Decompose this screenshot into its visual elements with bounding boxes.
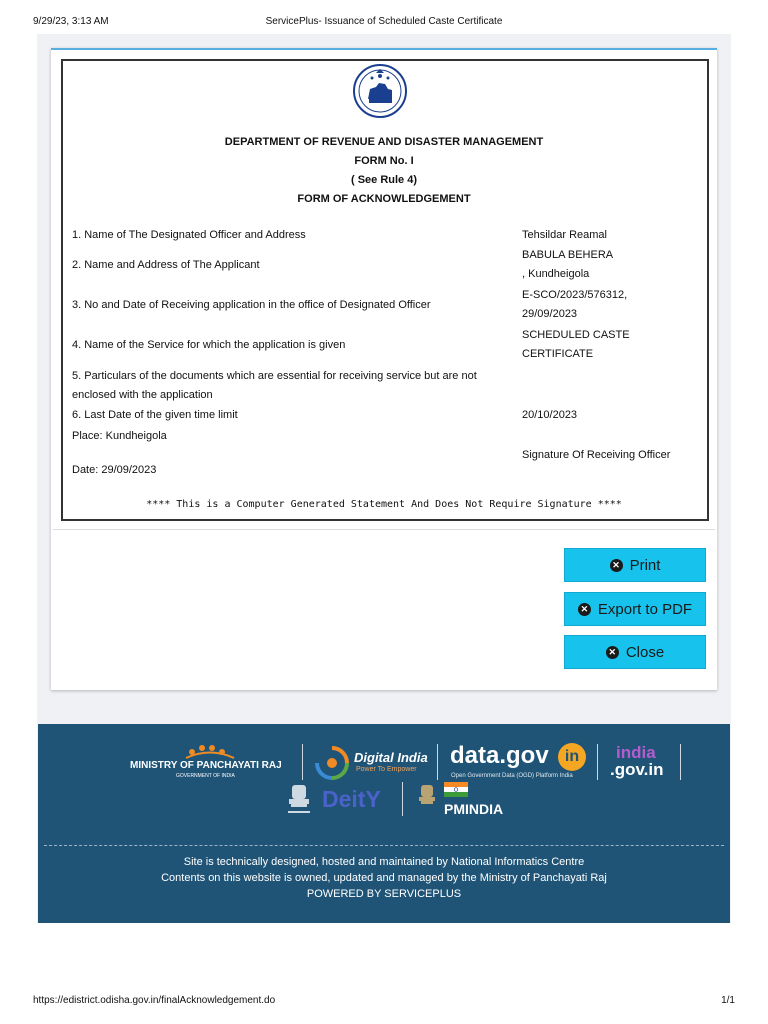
panchayati-raj-emblem-icon <box>178 743 242 759</box>
row-application-date: 29/09/2023 <box>522 308 578 320</box>
row-applicant-name: BABULA BEHERA <box>522 249 614 261</box>
print-url: https://edistrict.odisha.gov.in/finalAcknowledgement.do <box>33 995 276 1006</box>
logo-separator <box>437 744 438 780</box>
ashoka-emblem-icon <box>284 781 314 817</box>
computer-generated-disclaimer: **** This is a Computer Generated Statement And Does Not Require Signature **** <box>146 499 622 510</box>
close-circle-icon: ✕ <box>610 559 623 572</box>
row-designated-officer-label: 1. Name of The Designated Officer and Address <box>72 229 306 241</box>
panchayati-raj-logo[interactable] <box>130 743 295 783</box>
print-button-label: Print <box>629 556 661 574</box>
close-button[interactable] <box>564 635 706 669</box>
datagov-text: data.gov <box>450 742 549 769</box>
row-application-no: E-SCO/2023/576312, <box>522 289 628 301</box>
department-heading: DEPARTMENT OF REVENUE AND DISASTER MANAGEMENT <box>224 136 544 148</box>
digital-india-tagline: Power To Empower <box>356 766 417 773</box>
print-page-title: ServicePlus- Issuance of Scheduled Caste Certificate <box>265 16 503 27</box>
footer-content-line: Contents on this website is owned, updated and managed by the Ministry of Panchayati Raj <box>161 872 607 884</box>
logo-separator <box>680 744 681 780</box>
row-applicant-address: , Kundheigola <box>522 268 590 280</box>
place: Place: Kundheigola <box>72 430 167 442</box>
form-title: FORM OF ACKNOWLEDGEMENT <box>297 193 471 205</box>
row-documents-label-line1: 5. Particulars of the documents which are essential for receiving service but are not <box>72 370 477 382</box>
odisha-emblem-icon <box>352 63 408 119</box>
close-button-label: Close <box>625 643 665 661</box>
row-documents-label-line2: enclosed with the application <box>72 389 213 401</box>
panchayati-raj-title: MINISTRY OF PANCHAYATI RAJ <box>130 760 282 771</box>
row-service-value-line2: CERTIFICATE <box>522 348 594 360</box>
panchayati-raj-subtitle: GOVERNMENT OF INDIA <box>176 773 235 779</box>
row-application-no-label: 3. No and Date of Receiving application in the office of Designated Officer <box>72 299 431 311</box>
logo-separator <box>302 744 303 780</box>
print-button[interactable] <box>564 548 706 582</box>
digital-india-text: Digital India <box>354 750 428 765</box>
row-service-value-line1: SCHEDULED CASTE <box>522 329 630 341</box>
row-applicant-label: 2. Name and Address of The Applicant <box>72 259 260 271</box>
signature-label: Signature Of Receiving Officer <box>522 449 671 461</box>
row-designated-officer-value: Tehsildar Reamal <box>522 229 607 241</box>
datagov-in-badge: in <box>558 743 586 771</box>
india-gov-logo[interactable] <box>610 744 670 782</box>
india-gov-bottom: .gov.in <box>610 760 664 779</box>
date: Date: 29/09/2023 <box>72 464 157 476</box>
deity-logo[interactable]: DeitY <box>322 786 381 812</box>
close-circle-icon: ✕ <box>606 646 619 659</box>
form-number: FORM No. I <box>354 155 414 167</box>
print-datetime: 9/29/23, 3:13 AM <box>33 16 109 27</box>
datagov-logo[interactable] <box>450 742 590 782</box>
footer-nic-line: Site is technically designed, hosted and maintained by National Informatics Centre <box>183 856 585 868</box>
footer-powered-by: POWERED BY SERVICEPLUS <box>306 888 462 900</box>
logo-separator <box>402 782 403 816</box>
export-pdf-button[interactable] <box>564 592 706 626</box>
india-gov-top: india <box>616 743 656 762</box>
datagov-subtitle: Open Government Data (OGD) Platform India <box>451 773 573 779</box>
close-circle-icon: ✕ <box>578 603 591 616</box>
row-last-date-value: 20/10/2023 <box>522 409 578 421</box>
print-page-number: 1/1 <box>721 995 735 1006</box>
ashoka-emblem-small-icon <box>416 782 438 816</box>
digital-india-logo[interactable] <box>314 744 429 782</box>
row-last-date-label: 6. Last Date of the given time limit <box>72 409 238 421</box>
digital-india-icon <box>314 746 350 780</box>
divider <box>53 529 715 530</box>
form-rule: ( See Rule 4) <box>350 174 418 186</box>
export-pdf-button-label: Export to PDF <box>597 600 693 618</box>
pmindia-text: PMINDIA <box>444 801 504 817</box>
footer-dashed-divider <box>44 845 724 846</box>
logo-separator <box>597 744 598 780</box>
pmindia-logo[interactable] <box>444 782 524 818</box>
india-flag-icon <box>444 782 468 797</box>
row-service-label: 4. Name of the Service for which the application is given <box>72 339 346 351</box>
